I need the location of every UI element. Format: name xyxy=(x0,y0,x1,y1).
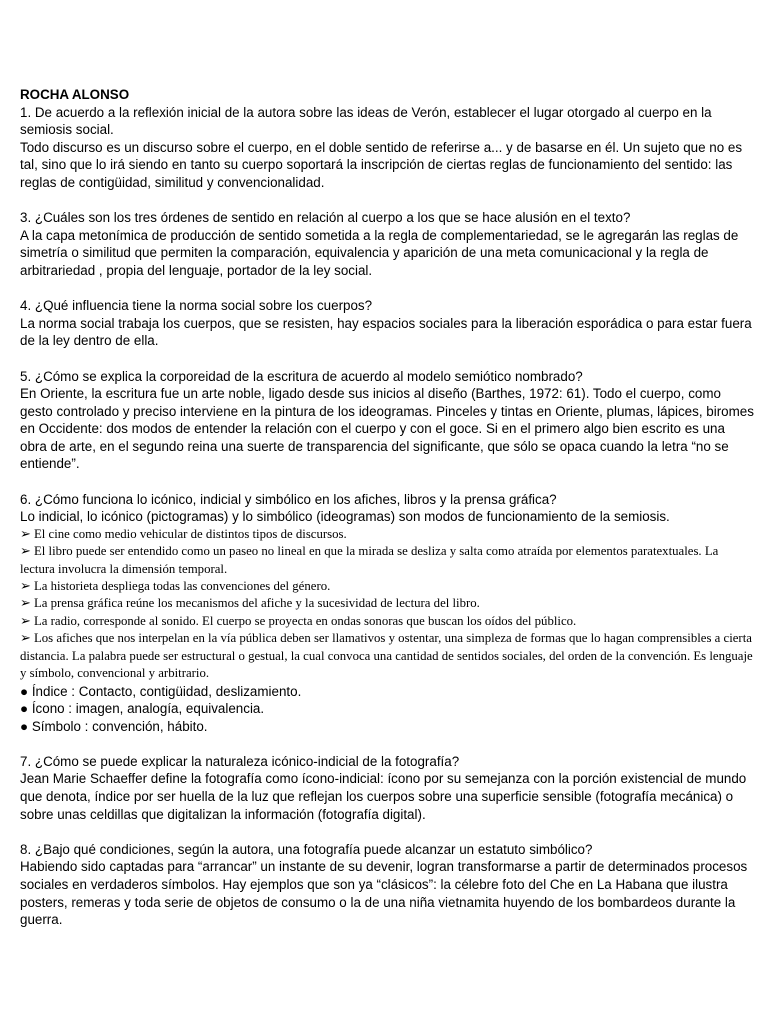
arrow-bullet-icon: ➢ xyxy=(20,631,31,646)
document-title: ROCHA ALONSO xyxy=(20,87,130,102)
question-7: 7. ¿Cómo se puede explicar la naturaleza icónico-indicial de la fotografía? xyxy=(20,753,460,769)
bullet-list-item: ● Ícono : imagen, analogía, equivalencia. xyxy=(20,701,265,717)
spacer xyxy=(20,192,755,210)
arrow-list-item: ➢ La prensa gráfica reúne los mecanismos del afiche y la sucesividad de lectura del libro. xyxy=(20,596,480,611)
bullet-list xyxy=(20,683,755,736)
answer-4: La norma social trabaja los cuerpos, que se resisten, hay espacios sociales para la liberación esporádica o para estar fuera de la ley dentro de ella. xyxy=(20,315,752,349)
question-6: 6. ¿Cómo funciona lo icónico, indicial y simbólico en los afiches, libros y la prensa gráfica? xyxy=(20,491,557,507)
spacer xyxy=(20,350,755,368)
answer-8: Habiendo sido captadas para “arrancar” un instante de su devenir, logran transformarse a partir de determinados procesos sociales en verdaderos símbolos. Hay ejemplos que son ya “clásicos”: la célebre foto del Che en La Habana que ilustra posters, remeras y toda serie de objetos de consumo o la de una niña vietnamita huyendo de los bombardeos durante la guerra. xyxy=(20,859,748,928)
arrow-bullet-icon: ➢ xyxy=(20,596,31,611)
arrow-list-item: ➢ El libro puede ser entendido como un paseo no lineal en que la mirada se desliza y salta como atraída por elementos paratextuales. La lectura involucra la dimensión temporal. xyxy=(20,544,719,576)
bullet-dot-icon: ● xyxy=(20,701,29,717)
answer-3: A la capa metonímica de producción de sentido sometida a la regla de complementariedad, se le agregarán las reglas de simetría o similitud que permiten la comparación, equivalencia y aparición de una meta comunicacional y la regla de arbitrariedad , propia del lenguaje, portador de la ley social. xyxy=(20,227,739,278)
arrow-bullet-icon: ➢ xyxy=(20,544,31,559)
arrow-list-item: ➢ El cine como medio vehicular de distintos tipos de discursos. xyxy=(20,526,347,541)
question-5: 5. ¿Cómo se explica la corporeidad de la escritura de acuerdo al modelo semiótico nombrado? xyxy=(20,368,583,384)
arrow-list-item: ➢ La historieta despliega todas las convenciones del género. xyxy=(20,579,331,594)
answer-5: En Oriente, la escritura fue un arte noble, ligado desde sus inicios al diseño (Barthes, 1972: 61). Todo el cuerpo, como gesto controlado y preciso interviene en la pintura de los ideogramas. Pinceles y tintas en Oriente, plumas, lápices, biromes en Occidente: dos modos de entender la relación con el cuerpo y con el goce. Si en el primero algo bien escrito es una obra de arte, en el segundo reina una suerte de transparencia del significante, que sólo se opaca cuando la letra “no se entiende”. xyxy=(20,386,754,472)
bullet-dot-icon: ● xyxy=(20,718,29,734)
question-8: 8. ¿Bajo qué condiciones, según la autora, una fotografía puede alcanzar un estatuto simbólico? xyxy=(20,841,593,857)
spacer xyxy=(20,280,755,298)
arrow-list-item: ➢ La radio, corresponde al sonido. El cuerpo se proyecta en ondas sonoras que buscan los oídos del público. xyxy=(20,613,577,628)
arrow-bullet-icon: ➢ xyxy=(20,579,31,594)
question-1: 1. De acuerdo a la reflexión inicial de la autora sobre las ideas de Verón, establecer el lugar otorgado al cuerpo en la semiosis social. xyxy=(20,104,712,138)
spacer xyxy=(20,473,755,491)
answer-1: Todo discurso es un discurso sobre el cuerpo, en el doble sentido de referirse a... y de basarse en él. Un sujeto que no es tal, sino que lo irá siendo en tanto su cuerpo soportará la inscripción de ciertas reglas de funcionamiento del sentido: las reglas de contigüidad, similitud y convencionalidad. xyxy=(20,139,743,190)
answer-6: Lo indicial, lo icónico (pictogramas) y lo simbólico (ideogramas) son modos de funcionamiento de la semiosis. xyxy=(20,509,670,525)
bullet-dot-icon: ● xyxy=(20,683,29,699)
bullet-list-item: ● Índice : Contacto, contigüidad, deslizamiento. xyxy=(20,683,302,699)
bullet-list-item: ● Símbolo : convención, hábito. xyxy=(20,718,208,734)
arrow-bullet-icon: ➢ xyxy=(20,526,31,541)
arrow-list xyxy=(20,526,755,683)
arrow-bullet-icon: ➢ xyxy=(20,613,31,628)
answer-7: Jean Marie Schaeffer define la fotografía como ícono-indicial: ícono por su semejanza con la porción existencial de mundo que denota, índice por ser huella de la luz que reflejan los cuerpos sobre una superficie sensible (fotografía mecánica) o sobre unas celdillas que digitalizan la información (fotografía digital). xyxy=(20,771,747,822)
arrow-list-item: ➢ Los afiches que nos interpelan en la vía pública deben ser llamativos y ostentar, una simpleza de formas que lo hagan comprensibles a cierta distancia. La palabra puede ser estructural o gestual, la cual convoca una cantidad de sentidos sociales, del orden de la convención. Es lenguaje y símbolo, convencional y arbitrario. xyxy=(20,631,753,681)
question-4: 4. ¿Qué influencia tiene la norma social sobre los cuerpos? xyxy=(20,298,373,314)
question-3: 3. ¿Cuáles son los tres órdenes de sentido en relación al cuerpo a los que se hace alusión en el texto? xyxy=(20,210,631,226)
document-page xyxy=(20,86,755,929)
spacer xyxy=(20,735,755,753)
spacer xyxy=(20,823,755,841)
